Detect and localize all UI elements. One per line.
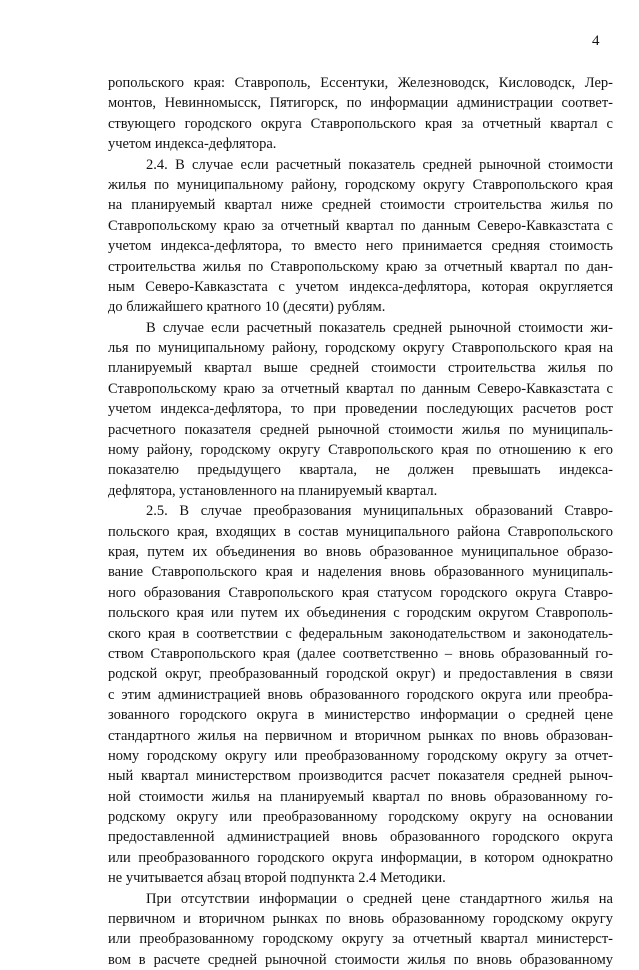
text-line: показателю предыдущего квартала, не должен превышать индекса- <box>108 462 613 479</box>
text-line: монтов, Невинномысск, Пятигорск, по информации администрации соответ- <box>108 95 613 112</box>
text-line: стандартного жилья на первичном и вторичном рынках по вновь образован- <box>108 727 613 744</box>
text-line: с этим администрацией вновь образованного городского округа или преобра- <box>108 686 613 703</box>
text-line: 2.5. В случае преобразования муниципальных образований Ставро- <box>146 503 613 520</box>
text-line: ствующего городского округа Ставропольского края за отчетный квартал с <box>108 115 613 132</box>
text-line: предоставленной администрацией вновь образованного городского округа <box>108 829 613 846</box>
text-line: строительства жилья по Ставропольскому краю за отчетный квартал по дан- <box>108 258 613 275</box>
text-line: ному городскому округу или преобразованному городскому округу за отчет- <box>108 747 613 764</box>
text-line: ный квартал министерством производится расчет показателя средней рыноч- <box>108 768 613 785</box>
text-line: вом в расчете средней рыночной стоимости жилья по вновь образованному <box>108 951 613 968</box>
text-line: В случае если расчетный показатель средней рыночной стоимости жи- <box>146 319 613 336</box>
text-line: зованного городского округа в министерство информации о средней цене <box>108 707 613 724</box>
text-line: польского края или путем их объединения с городским округом Ставрополь- <box>108 605 613 622</box>
text-line: первичном и вторичном рынках по вновь образованному городскому округу <box>108 911 613 928</box>
text-line: ному району, городскому округу Ставропольского края по отношению к его <box>108 442 613 459</box>
text-line: учетом индекса-дефлятора. <box>108 136 277 153</box>
text-line: вание Ставропольского края и наделения вновь образованного муниципаль- <box>108 564 613 581</box>
text-line: ным Северо-Кавказстата с учетом индекса-дефлятора, которая округляется <box>108 278 613 295</box>
text-line: учетом индекса-дефлятора, то при проведении последующих расчетов рост <box>108 401 613 418</box>
document-body <box>108 73 613 970</box>
text-line: на планируемый квартал ниже средней стоимости строительства жилья по <box>108 197 613 214</box>
text-line: родской округ, преобразованный городской округ) и предоставления в связи <box>108 666 613 683</box>
text-line: или преобразованного городского округа информации, в котором однократно <box>108 849 613 866</box>
text-line: лья по муниципальному району, городскому округу Ставропольского края на <box>108 340 613 357</box>
text-line: При отсутствии информации о средней цене стандартного жилья на <box>146 890 613 907</box>
text-line: Ставропольскому краю за отчетный квартал по данным Северо-Кавказстата с <box>108 380 613 397</box>
text-line: польского края, входящих в состав муниципального района Ставропольского <box>108 523 613 540</box>
text-line: ной стоимости жилья на планируемый квартал по вновь образованному го- <box>108 788 613 805</box>
text-line: родскому округу или преобразованному городскому округу на основании <box>108 809 613 826</box>
page-number: 4 <box>592 33 600 49</box>
text-line: ропольского края: Ставрополь, Ессентуки, Железноводск, Кисловодск, Лер- <box>108 75 613 91</box>
text-line: расчетного показателя средней рыночной стоимости жилья по муниципаль- <box>108 421 613 438</box>
text-line: не учитывается абзац второй подпункта 2.4 Методики. <box>108 870 446 887</box>
text-line: Ставропольскому краю за отчетный квартал по данным Северо-Кавказстата с <box>108 217 613 234</box>
text-line: до ближайшего кратного 10 (десяти) рублям. <box>108 299 386 316</box>
text-line: ством Ставропольского края (далее соответственно – вновь образованный го- <box>108 645 613 662</box>
text-line: учетом индекса-дефлятора, то вместо него принимается средняя стоимость <box>108 238 613 255</box>
text-line: ского края в соответствии с федеральным законодательством и законодатель- <box>108 625 613 642</box>
text-line: ного образования Ставропольского края статусом городского округа Ставро- <box>108 584 613 601</box>
text-line: или преобразованному городскому округу за отчетный квартал министерст- <box>108 931 613 948</box>
text-line: 2.4. В случае если расчетный показатель средней рыночной стоимости <box>146 156 613 173</box>
text-line: края, путем их объединения во вновь образованное муниципальное образо- <box>108 543 613 560</box>
text-line: планируемый квартал выше средней стоимости строительства жилья по <box>108 360 613 377</box>
text-line: жилья по муниципальному району, городскому округу Ставропольского края <box>108 176 613 193</box>
text-line: дефлятора, установленного на планируемый квартал. <box>108 482 438 499</box>
